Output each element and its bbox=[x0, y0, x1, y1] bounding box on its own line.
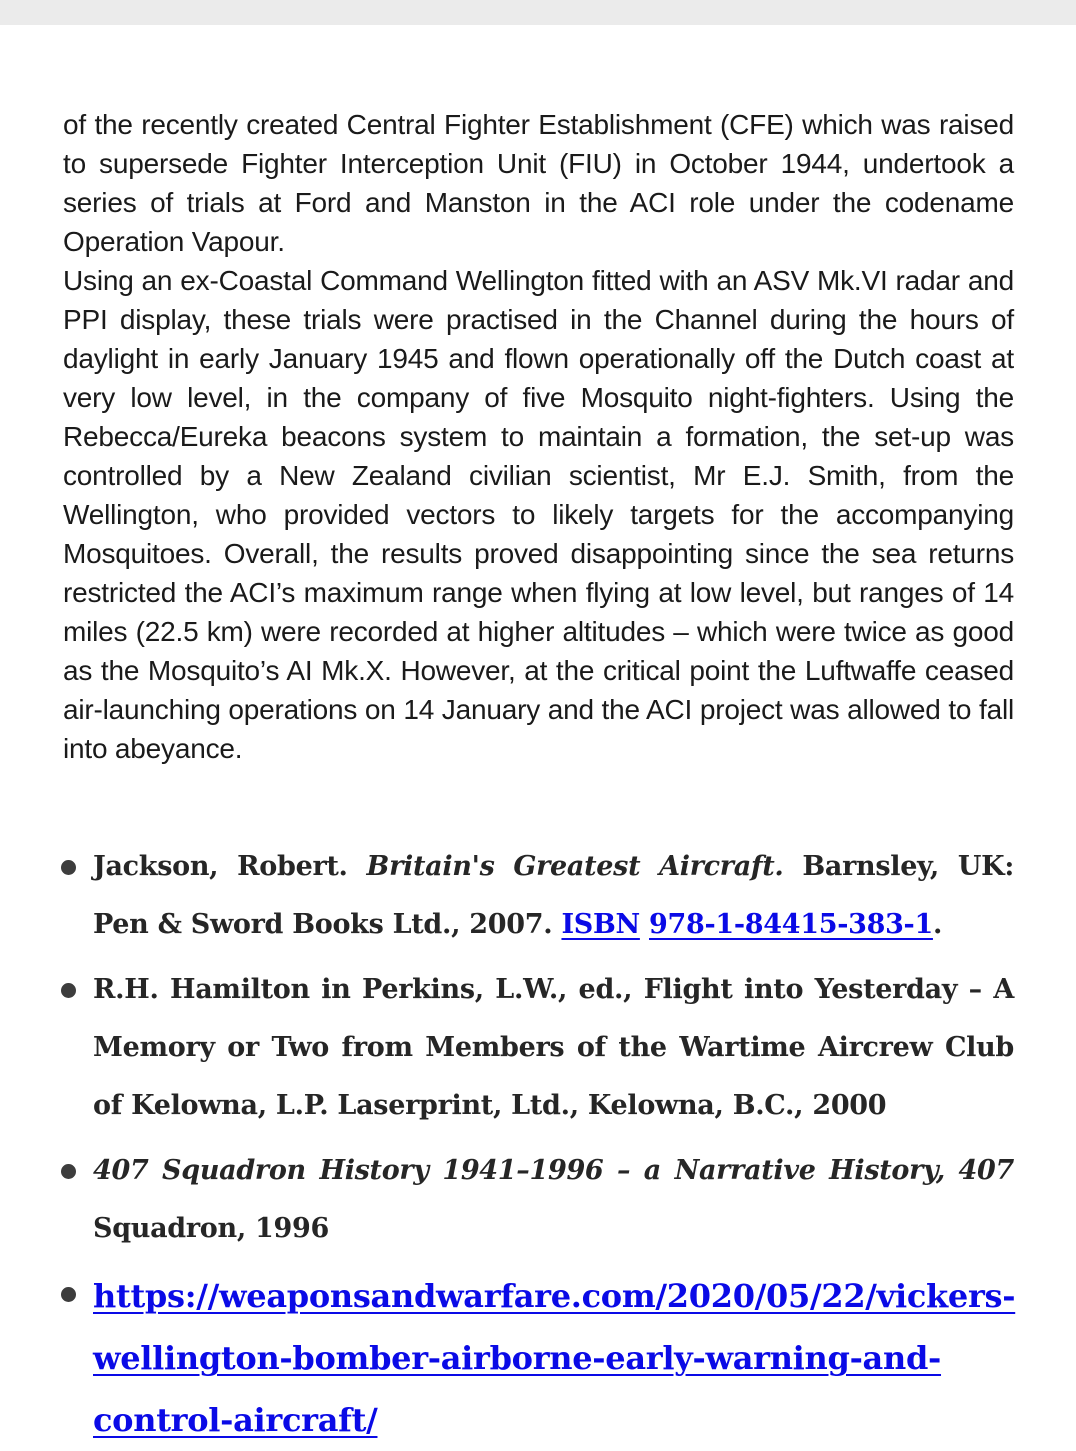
bullet-marker-icon bbox=[61, 1287, 76, 1302]
bullet-marker-icon bbox=[61, 860, 76, 875]
bibliography-entry-jackson bbox=[63, 838, 1014, 954]
isbn-number-link[interactable]: 978-1-84415-383-1 bbox=[649, 909, 933, 940]
bibliography-list bbox=[63, 838, 1014, 1451]
entry-trailing-period: . bbox=[932, 909, 943, 940]
document-page bbox=[0, 25, 1076, 1451]
body-paragraph-cfe: of the recently created Central Fighter Establishment (CFE) which was raised to supersede Fighter Interception Unit (FIU) in October 1944, undertook a series of trials at Ford and Manston in the ACI role under the codename Operation Vapour. bbox=[63, 109, 1014, 257]
entry-text: R.H. Hamilton in Perkins, L.W., ed., Flight into Yesterday – A Memory or Two from Members of the Wartime Aircrew Club of Kelowna, L.P. Laserprint, Ltd., Kelowna, B.C., 2000 bbox=[93, 974, 1014, 1121]
bullet-marker-icon bbox=[61, 1164, 76, 1179]
bibliography-entry-hamilton bbox=[63, 961, 1014, 1135]
bibliography-entry-407-squadron bbox=[63, 1142, 1014, 1258]
entry-title: 407 Squadron History 1941–1996 – a Narrative History, 407 bbox=[93, 1155, 1014, 1186]
bibliography-entry-weaponsandwarfare bbox=[63, 1265, 1014, 1451]
body-paragraph-wellington-trials: Using an ex-Coastal Command Wellington fitted with an ASV Mk.VI radar and PPI display, these trials were practised in the Channel during the hours of daylight in early January 1945 and flown operationally off the Dutch coast at very low level, in the company of five Mosquito night-fighters. Using the Rebecca/Eureka beacons system to maintain a formation, the set-up was controlled by a New Zealand civilian scientist, Mr E.J. Smith, from the Wellington, who provided vectors to likely targets for the accompanying Mosquitoes. Overall, the results proved disappointing since the sea returns restricted the ACI’s maximum range when flying at low level, but ranges of 14 miles (22.5 km) were recorded at higher altitudes – which were twice as good as the Mosquito’s AI Mk.X. However, at the critical point the Luftwaffe ceased air-launching operations on 14 January and the ACI project was allowed to fall into abeyance. bbox=[63, 265, 1014, 764]
top-toolbar-edge bbox=[0, 0, 1076, 25]
bullet-marker-icon bbox=[61, 983, 76, 998]
isbn-label-link[interactable]: ISBN bbox=[561, 909, 640, 940]
entry-author: Jackson, Robert. bbox=[93, 851, 367, 882]
entry-publisher: Barnsley, UK: Pen & Sword Books Ltd., 2007. bbox=[93, 851, 1014, 940]
entry-text: Squadron, 1996 bbox=[93, 1213, 329, 1244]
entry-title: Britain's Greatest Aircraft. bbox=[366, 851, 784, 882]
weaponsandwarfare-url-link[interactable]: https://weaponsandwarfare.com/2020/05/22/vickers-wellington-bomber-airborne-early-warning-and-control-aircraft/ bbox=[93, 1277, 1016, 1439]
